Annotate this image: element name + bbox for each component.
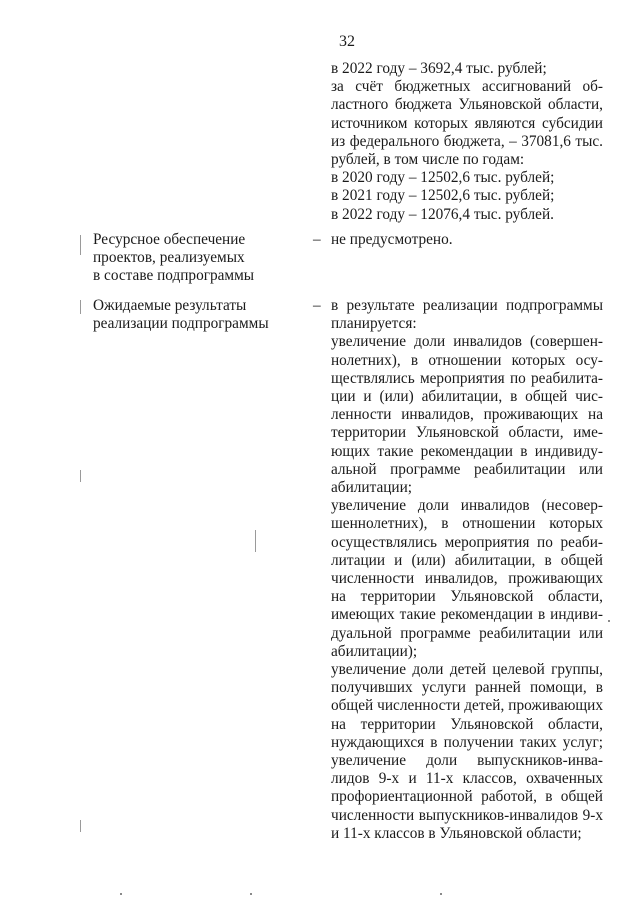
text-line: в 2022 году – 3692,4 тыс. рублей; xyxy=(331,60,547,77)
text-line: численности выпускников-инвалидов 9-х xyxy=(331,806,603,824)
text-line: за счёт бюджетных ассигнований об- xyxy=(331,78,603,96)
text-line: ленности инвалидов, проживающих на xyxy=(331,406,603,424)
text-line: общей численности детей, проживающих xyxy=(331,697,603,715)
text-line: в результате реализации подпрограммы xyxy=(331,297,603,314)
text-line: нолетних), в отношении которых осу- xyxy=(331,351,603,369)
text-line: в 2020 году – 12502,6 тыс. рублей; xyxy=(331,169,555,187)
text-line: альной программе реабилитации или xyxy=(331,460,603,478)
text-line: численности инвалидов, проживающих xyxy=(331,570,603,587)
text-line: абилитации); xyxy=(331,642,418,660)
label-line: реализации подпрограммы xyxy=(93,315,269,333)
text-line: ществлялись мероприятия по реабилита- xyxy=(331,369,603,387)
text-line: и 11-х классов в Ульяновской области; xyxy=(331,824,582,842)
scan-artifact xyxy=(120,893,122,895)
text-line: профориентационной работой, в общей xyxy=(331,788,603,806)
text-line: территории Ульяновской области, име- xyxy=(331,424,603,442)
text-line: ластного бюджета Ульяновской области, xyxy=(331,96,603,114)
text-line: в 2021 году – 12502,6 тыс. рублей; xyxy=(331,187,555,205)
scan-artifact xyxy=(255,530,256,552)
text-line: на территории Ульяновской области, xyxy=(331,715,603,733)
text-line: абилитации; xyxy=(331,479,413,496)
text-line: дуальной программе реабилитации или xyxy=(331,624,603,642)
label-line: Ожидаемые результаты xyxy=(93,297,247,314)
text-line: ющих такие рекомендации в индивиду- xyxy=(331,442,603,460)
text-line: имеющих такие рекомендации в индиви- xyxy=(331,606,603,624)
text-line: планируется: xyxy=(331,315,417,333)
text-line: литации и (или) абилитации, в общей xyxy=(331,551,603,569)
dash-separator: – xyxy=(313,231,321,248)
scan-artifact xyxy=(608,620,610,622)
page-number: 32 xyxy=(339,33,355,50)
label-line: в составе подпрограммы xyxy=(93,267,255,285)
label-line: Ресурсное обеспечение xyxy=(93,231,246,248)
text-line: рублей, в том числе по годам: xyxy=(331,151,525,168)
text-line: на территории Ульяновской области, xyxy=(331,588,603,606)
text-line: ции и (или) абилитации, в общей чис- xyxy=(331,388,603,405)
scan-artifact xyxy=(80,300,81,314)
text-line: нуждающихся в получении таких услуг; xyxy=(331,733,603,751)
text-line: шеннолетних), в отношении которых xyxy=(331,515,603,533)
dash-separator: – xyxy=(313,297,321,314)
text-line: лидов 9-х и 11-х классов, охваченных xyxy=(331,770,603,788)
label-line: проектов, реализуемых xyxy=(93,249,245,267)
scan-artifact xyxy=(80,235,81,255)
text-line: увеличение доли выпускников-инва- xyxy=(331,752,603,769)
text-line: получивших услуги ранней помощи, в xyxy=(331,679,603,697)
text-line: не предусмотрено. xyxy=(331,231,453,248)
scan-artifact xyxy=(440,893,442,895)
text-line: увеличение доли детей целевой группы, xyxy=(331,661,603,678)
text-line: из федерального бюджета, – 37081,6 тыс. xyxy=(331,132,603,150)
scan-artifact xyxy=(80,820,81,832)
text-line: в 2022 году – 12076,4 тыс. рублей. xyxy=(331,205,554,223)
text-line: увеличение доли инвалидов (несовер- xyxy=(331,497,603,515)
text-line: увеличение доли инвалидов (совершен- xyxy=(331,333,603,351)
text-line: осуществлялись мероприятия по реаби- xyxy=(331,533,603,551)
scan-artifact xyxy=(80,470,81,482)
text-line: источником которых являются субсидии xyxy=(331,114,603,132)
scan-artifact xyxy=(250,893,252,895)
